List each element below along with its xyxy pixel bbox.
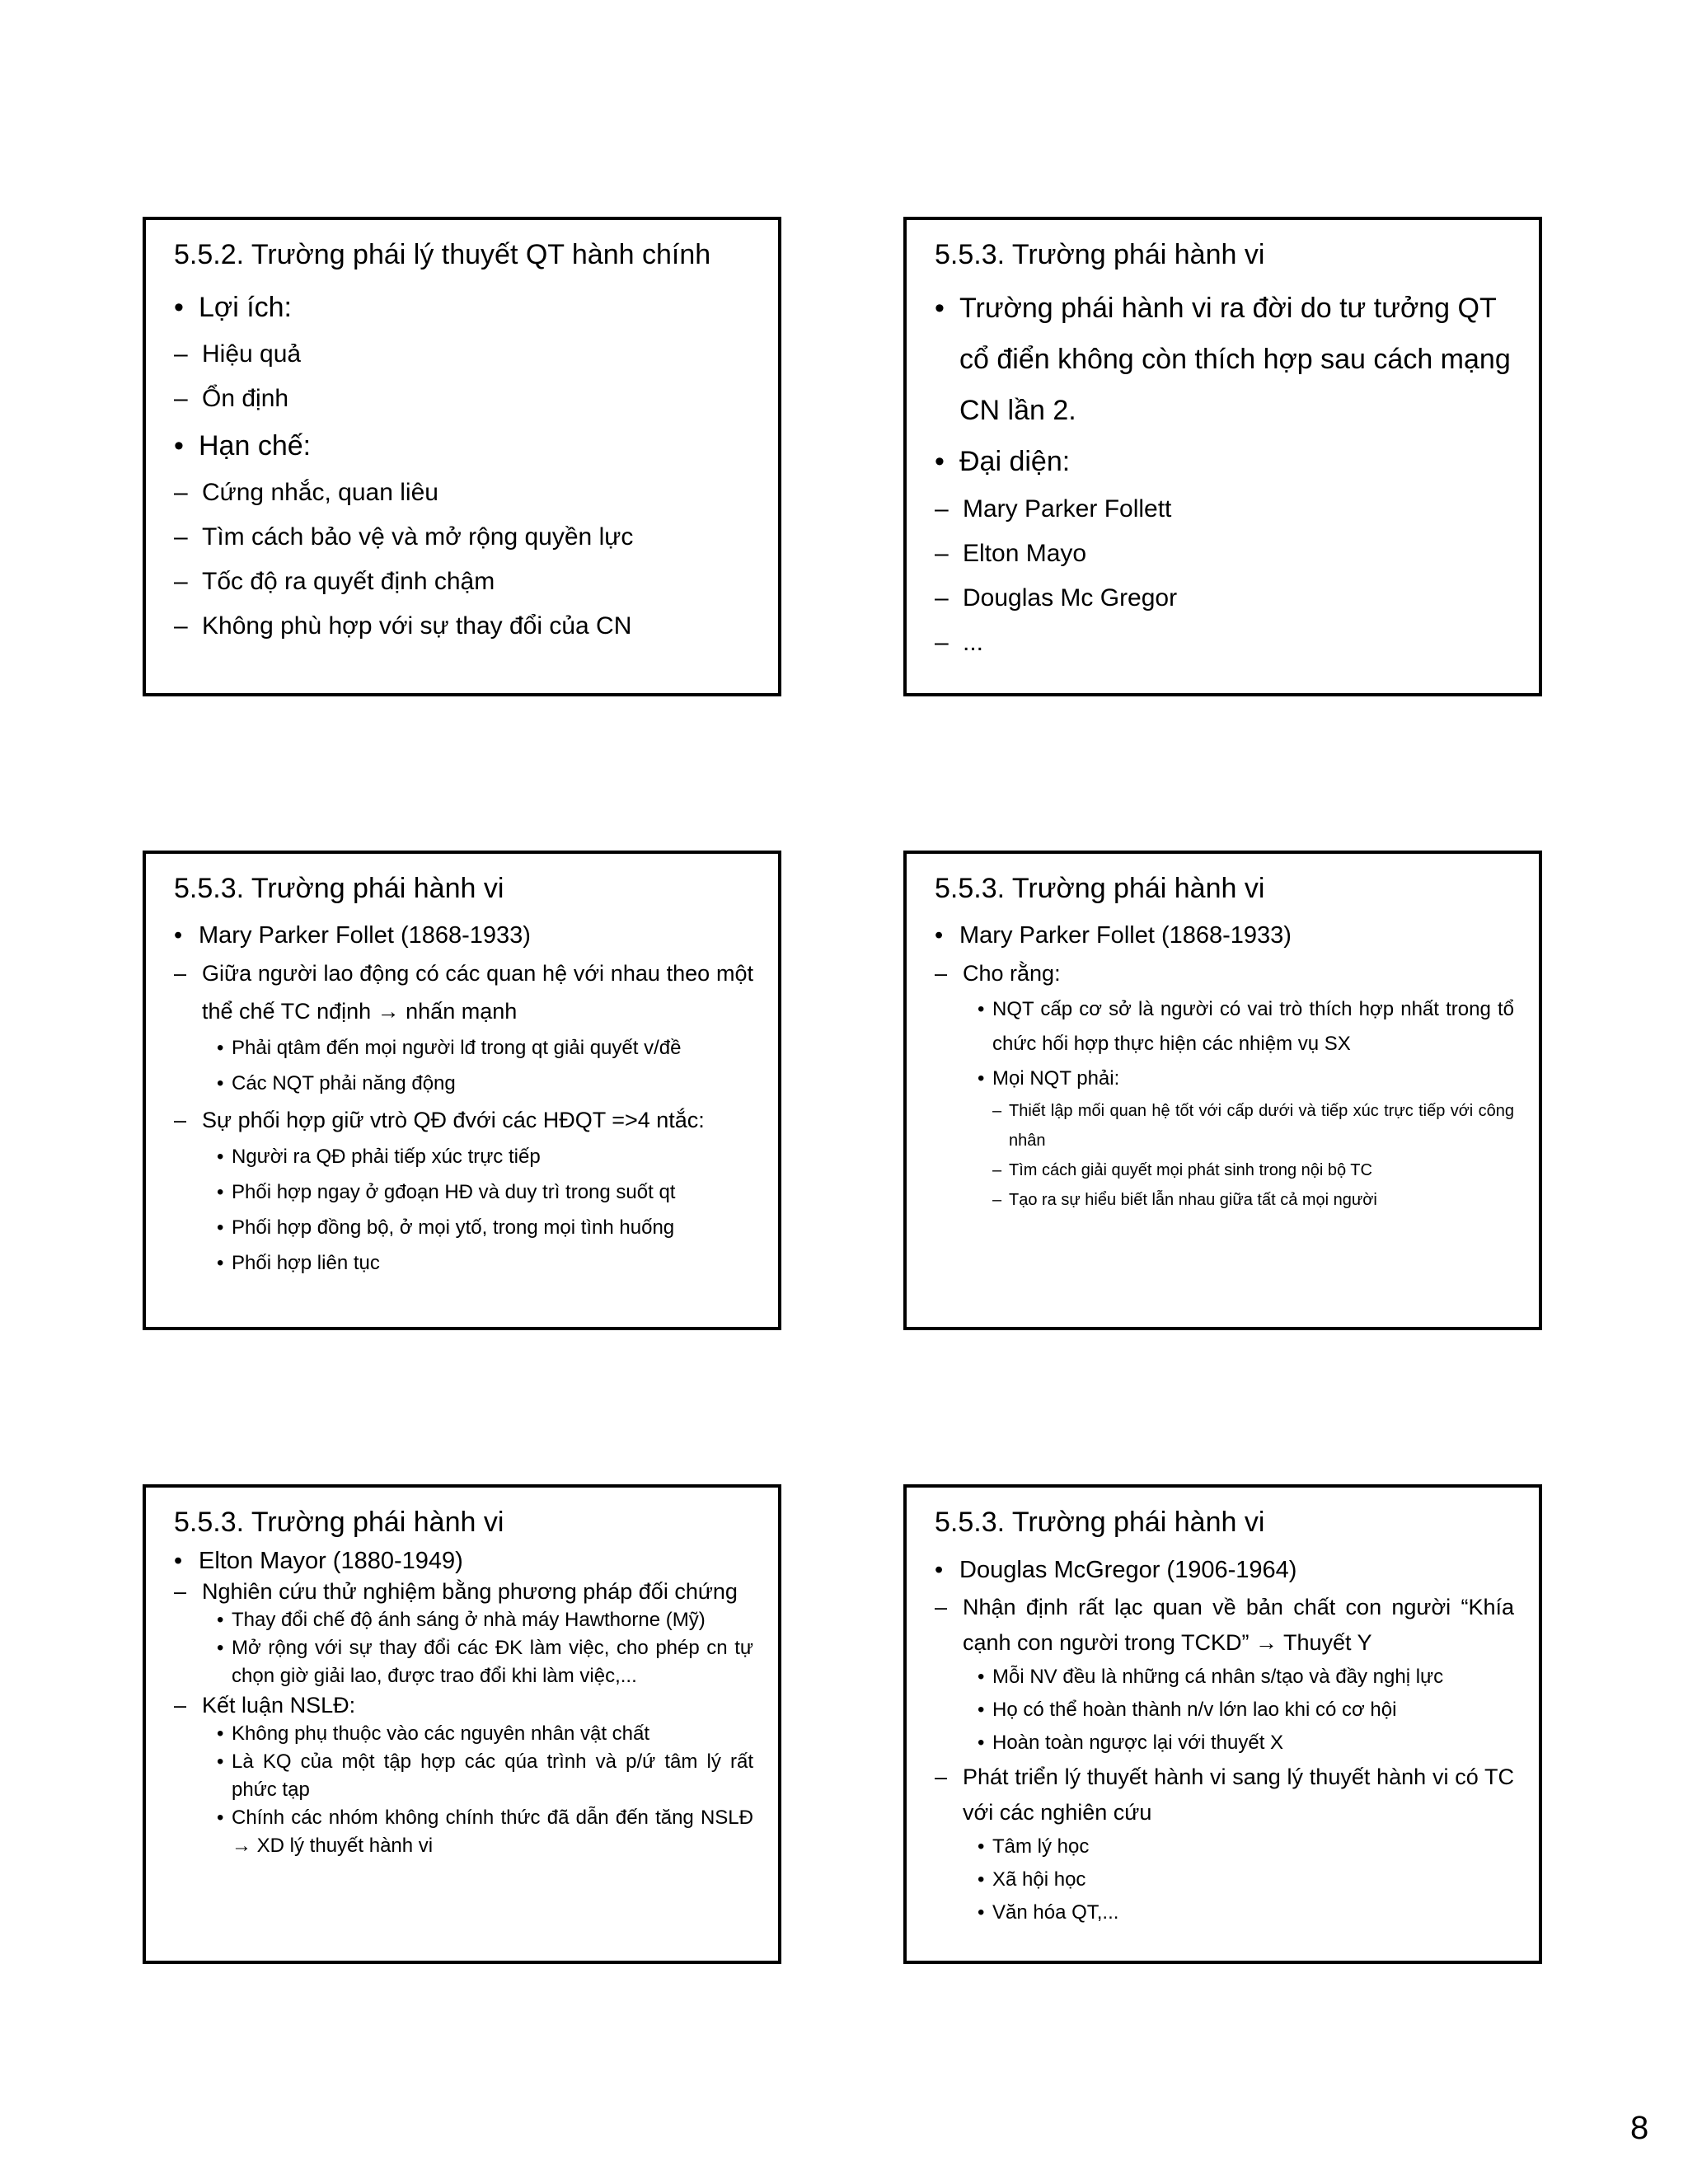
bullet-list (935, 916, 1514, 1215)
sub-bullet-item: – Kết luận NSLĐ: (174, 1690, 753, 1720)
bullet-list (174, 283, 753, 649)
third-level-item: • Thay đổi chế độ ánh sáng ở nhà máy Hawthorne (Mỹ) (174, 1606, 753, 1634)
third-level-item: • Văn hóa QT,... (935, 1896, 1514, 1929)
slide-administrative-theory (143, 217, 781, 696)
bullet-item: • Elton Mayor (1880-1949) (174, 1545, 753, 1577)
third-level-item: • Không phụ thuộc vào các nguyên nhân vật chất (174, 1720, 753, 1748)
third-level-item: • Phối hợp liên tục (174, 1245, 753, 1281)
bullet-list (174, 1545, 753, 1860)
third-level-item: • Hoàn toàn ngược lại với thuyết X (935, 1727, 1514, 1760)
sub-bullet-item: – Mary Parker Follett (935, 487, 1514, 532)
third-level-item: • Họ có thể hoàn thành n/v lớn lao khi có cơ hội (935, 1694, 1514, 1727)
third-level-item: • Mỗi NV đều là những cá nhân s/tạo và đầy nghị lực (935, 1661, 1514, 1694)
third-level-item: • Chính các nhóm không chính thức đã dẫn đến tăng NSLĐ → XD lý thuyết hành vi (174, 1804, 753, 1860)
bullet-item: • Lợi ích: (174, 283, 753, 332)
bullet-list (935, 1550, 1514, 1929)
third-level-item: • Tâm lý học (935, 1830, 1514, 1863)
sub-bullet-item: – Hiệu quả (174, 332, 753, 377)
page-number: 8 (1630, 2110, 1649, 2146)
bullet-item: • Hạn chế: (174, 421, 753, 471)
sub-bullet-item: – Tốc độ ra quyết định chậm (174, 560, 753, 604)
slide-title: 5.5.3. Trường phái hành vi (174, 1507, 504, 1538)
fourth-level-item: – Thiết lập mối quan hệ tốt với cấp dưới và tiếp xúc trực tiếp với công nhân (935, 1096, 1514, 1155)
third-level-item: • Các NQT phải năng động (174, 1066, 753, 1101)
bullet-item: • Đại diện: (935, 436, 1514, 487)
fourth-level-item: – Tìm cách giải quyết mọi phát sinh trong nội bộ TC (935, 1155, 1514, 1185)
third-level-item: • Phối hợp ngay ở gđoạn HĐ và duy trì trong suốt qt (174, 1174, 753, 1210)
third-level-item: • Người ra QĐ phải tiếp xúc trực tiếp (174, 1139, 753, 1174)
third-level-item: • Phải qtâm đến mọi người lđ trong qt giải quyết v/đề (174, 1030, 753, 1066)
sub-bullet-item: – Cứng nhắc, quan liêu (174, 471, 753, 515)
sub-bullet-item: – Phát triển lý thuyết hành vi sang lý thuyết hành vi có TC với các nghiên cứu (935, 1760, 1514, 1830)
bullet-list (935, 283, 1514, 665)
sub-bullet-item: – Cho rằng: (935, 954, 1514, 992)
slide-title: 5.5.2. Trường phái lý thuyết QT hành chính (174, 239, 711, 270)
third-level-item: • NQT cấp cơ sở là người có vai trò thích hợp nhất trong tổ chức hối hợp thực hiện các nhiệm vụ SX (935, 992, 1514, 1062)
slide-mayo (143, 1484, 781, 1964)
sub-bullet-item: – Douglas Mc Gregor (935, 576, 1514, 621)
sub-bullet-item: – Sự phối hợp giữ vtrò QĐ đvới các HĐQT =>4 ntắc: (174, 1101, 753, 1139)
fourth-level-item: – Tạo ra sự hiểu biết lẫn nhau giữa tất cả mọi người (935, 1185, 1514, 1215)
sub-bullet-item: – Nghiên cứu thử nghiệm bằng phương pháp đối chứng (174, 1577, 753, 1606)
slide-mcgregor (903, 1484, 1542, 1964)
sub-bullet-item: – Không phù hợp với sự thay đổi của CN (174, 604, 753, 649)
third-level-item: • Xã hội học (935, 1863, 1514, 1896)
bullet-item: • Trường phái hành vi ra đời do tư tưởng QT cổ điển không còn thích hợp sau cách mạng CN lần 2. (935, 283, 1514, 436)
sub-bullet-item: – Ổn định (174, 377, 753, 421)
slide-follet-1 (143, 851, 781, 1330)
slide-title: 5.5.3. Trường phái hành vi (935, 873, 1265, 904)
bullet-item: • Mary Parker Follet (1868-1933) (174, 916, 753, 954)
bullet-item: • Douglas McGregor (1906-1964) (935, 1550, 1514, 1590)
slide-title: 5.5.3. Trường phái hành vi (935, 239, 1265, 270)
third-level-item: • Phối hợp đồng bộ, ở mọi ytố, trong mọi tình huống (174, 1210, 753, 1245)
sub-bullet-item: – Elton Mayo (935, 532, 1514, 576)
third-level-item: • Mọi NQT phải: (935, 1062, 1514, 1096)
slide-behavioral-intro (903, 217, 1542, 696)
sub-bullet-item: – ... (935, 621, 1514, 665)
sub-bullet-item: – Tìm cách bảo vệ và mở rộng quyền lực (174, 515, 753, 560)
sub-bullet-item: – Giữa người lao động có các quan hệ với nhau theo một thể chế TC nđịnh → nhấn mạnh (174, 954, 753, 1030)
third-level-item: • Là KQ của một tập hợp các qúa trình và p/ứ tâm lý rất phức tạp (174, 1748, 753, 1804)
bullet-list (174, 916, 753, 1281)
third-level-item: • Mở rộng với sự thay đổi các ĐK làm việc, cho phép cn tự chọn giờ giải lao, được trao đổi khi làm việc,... (174, 1634, 753, 1690)
sub-bullet-item: – Nhận định rất lạc quan về bản chất con người “Khía cạnh con người trong TCKD” → Thuyết Y (935, 1590, 1514, 1661)
slide-title: 5.5.3. Trường phái hành vi (174, 873, 504, 904)
bullet-item: • Mary Parker Follet (1868-1933) (935, 916, 1514, 954)
slide-title: 5.5.3. Trường phái hành vi (935, 1507, 1265, 1538)
slide-follet-2 (903, 851, 1542, 1330)
